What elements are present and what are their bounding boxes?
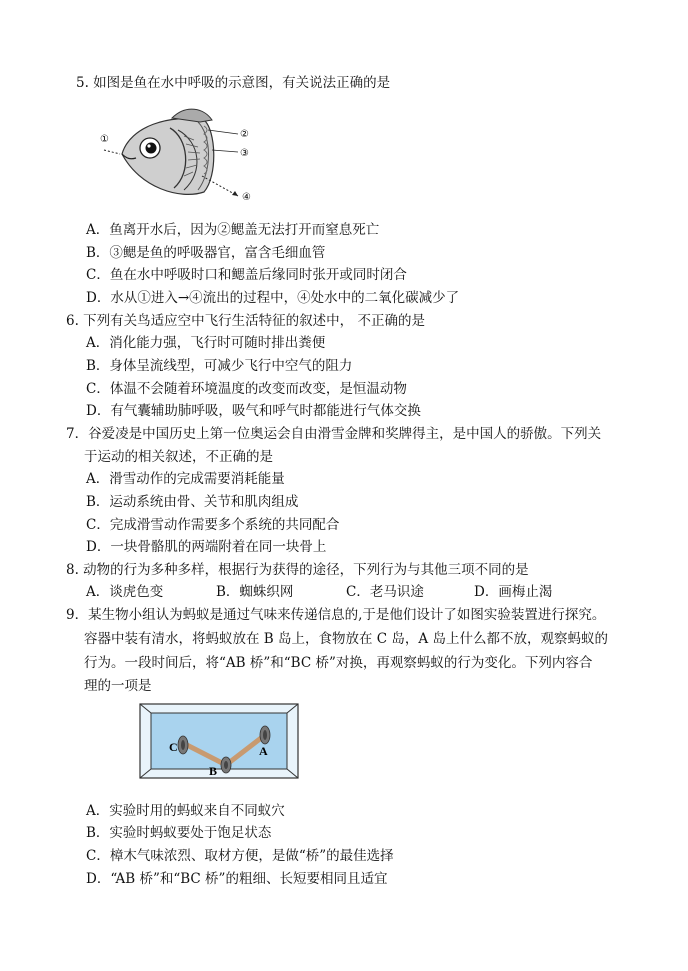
figure-label-b: B [209, 764, 218, 778]
q7-option-d: D．一块骨骼肌的两端附着在同一块骨上 [86, 539, 327, 555]
q6-option-b: B．身体呈流线型，可减少飞行中空气的阻力 [86, 358, 353, 374]
q5-option-a: A．鱼离开水后，因为②鳃盖无法打开而窒息死亡 [86, 222, 380, 238]
q5-option-b: B．③鳃是鱼的呼吸器官，富含毛细血管 [86, 245, 326, 261]
fish-label-2: ② [240, 129, 249, 140]
q7-stem-line1: 7．谷爱凌是中国历史上第一位奥运会自由滑雪金牌和奖牌得主，是中国人的骄傲。下列关 [66, 426, 602, 442]
fish-respiration-figure [100, 106, 260, 204]
figure-label-c: C [169, 740, 178, 754]
q7-option-c: C．完成滑雪动作需要多个系统的共同配合 [86, 517, 340, 533]
q8-option-a: A．谈虎色变 [86, 584, 164, 600]
q8-option-c: C．老马识途 [346, 584, 424, 600]
q8-option-b: B．蜘蛛织网 [216, 584, 294, 600]
q9-stem-line1: 9．某生物小组认为蚂蚁是通过气味来传递信息的,于是他们设计了如图实验装置进行探究。 [66, 607, 606, 623]
fish-label-3: ③ [240, 148, 249, 159]
q7-stem-line2: 于运动的相关叙述，不正确的是 [84, 449, 273, 465]
ant-experiment-figure [139, 703, 299, 779]
q9-stem-line4: 理的一项是 [84, 678, 152, 694]
q7-option-a: A．滑雪动作的完成需要消耗能量 [86, 471, 285, 487]
q8-options-row [86, 583, 552, 601]
q8-option-d: D．画梅止渴 [474, 584, 553, 600]
q5-stem: 5. 如图是鱼在水中呼吸的示意图，有关说法正确的是 [76, 75, 391, 91]
q9-option-b: B．实验时蚂蚁要处于饱足状态 [86, 825, 272, 841]
figure-label-a: A [259, 744, 268, 758]
q8-stem: 8. 动物的行为多种多样，根据行为获得的途径，下列行为与其他三项不同的是 [66, 562, 529, 578]
q9-stem-line3: 行为。一段时间后，将“AB 桥”和“BC 桥”对换，再观察蚂蚁的行为变化。下列内容合 [84, 655, 593, 671]
fish-label-4: ④ [242, 192, 251, 203]
q6-option-d: D．有气囊辅助肺呼吸，吸气和呼气时都能进行气体交换 [86, 403, 421, 419]
q9-option-c: C．樟木气味浓烈、取材方便，是做“桥”的最佳选择 [86, 848, 394, 864]
q9-option-d: D．“AB 桥”和“BC 桥”的粗细、长短要相同且适宜 [86, 871, 388, 887]
q7-option-b: B．运动系统由骨、关节和肌肉组成 [86, 494, 299, 510]
q6-option-a: A．消化能力强，飞行时可随时排出粪便 [86, 335, 326, 351]
q5-option-d: D．水从①进入→④流出的过程中，④处水中的二氧化碳减少了 [86, 290, 460, 306]
q6-option-c: C．体温不会随着环境温度的改变而改变，是恒温动物 [86, 381, 407, 397]
q6-stem: 6. 下列有关鸟适应空中飞行生活特征的叙述中， 不正确的是 [66, 313, 425, 329]
fish-label-1: ① [100, 134, 109, 145]
q5-option-c: C．鱼在水中呼吸时口和鳃盖后缘同时张开或同时闭合 [86, 267, 407, 283]
q9-option-a: A．实验时用的蚂蚁来自不同蚁穴 [86, 803, 285, 819]
q9-stem-line2: 容器中装有清水，将蚂蚁放在 B 岛上，食物放在 C 岛，A 岛上什么都不放，观察蚂蚁的 [84, 631, 608, 647]
